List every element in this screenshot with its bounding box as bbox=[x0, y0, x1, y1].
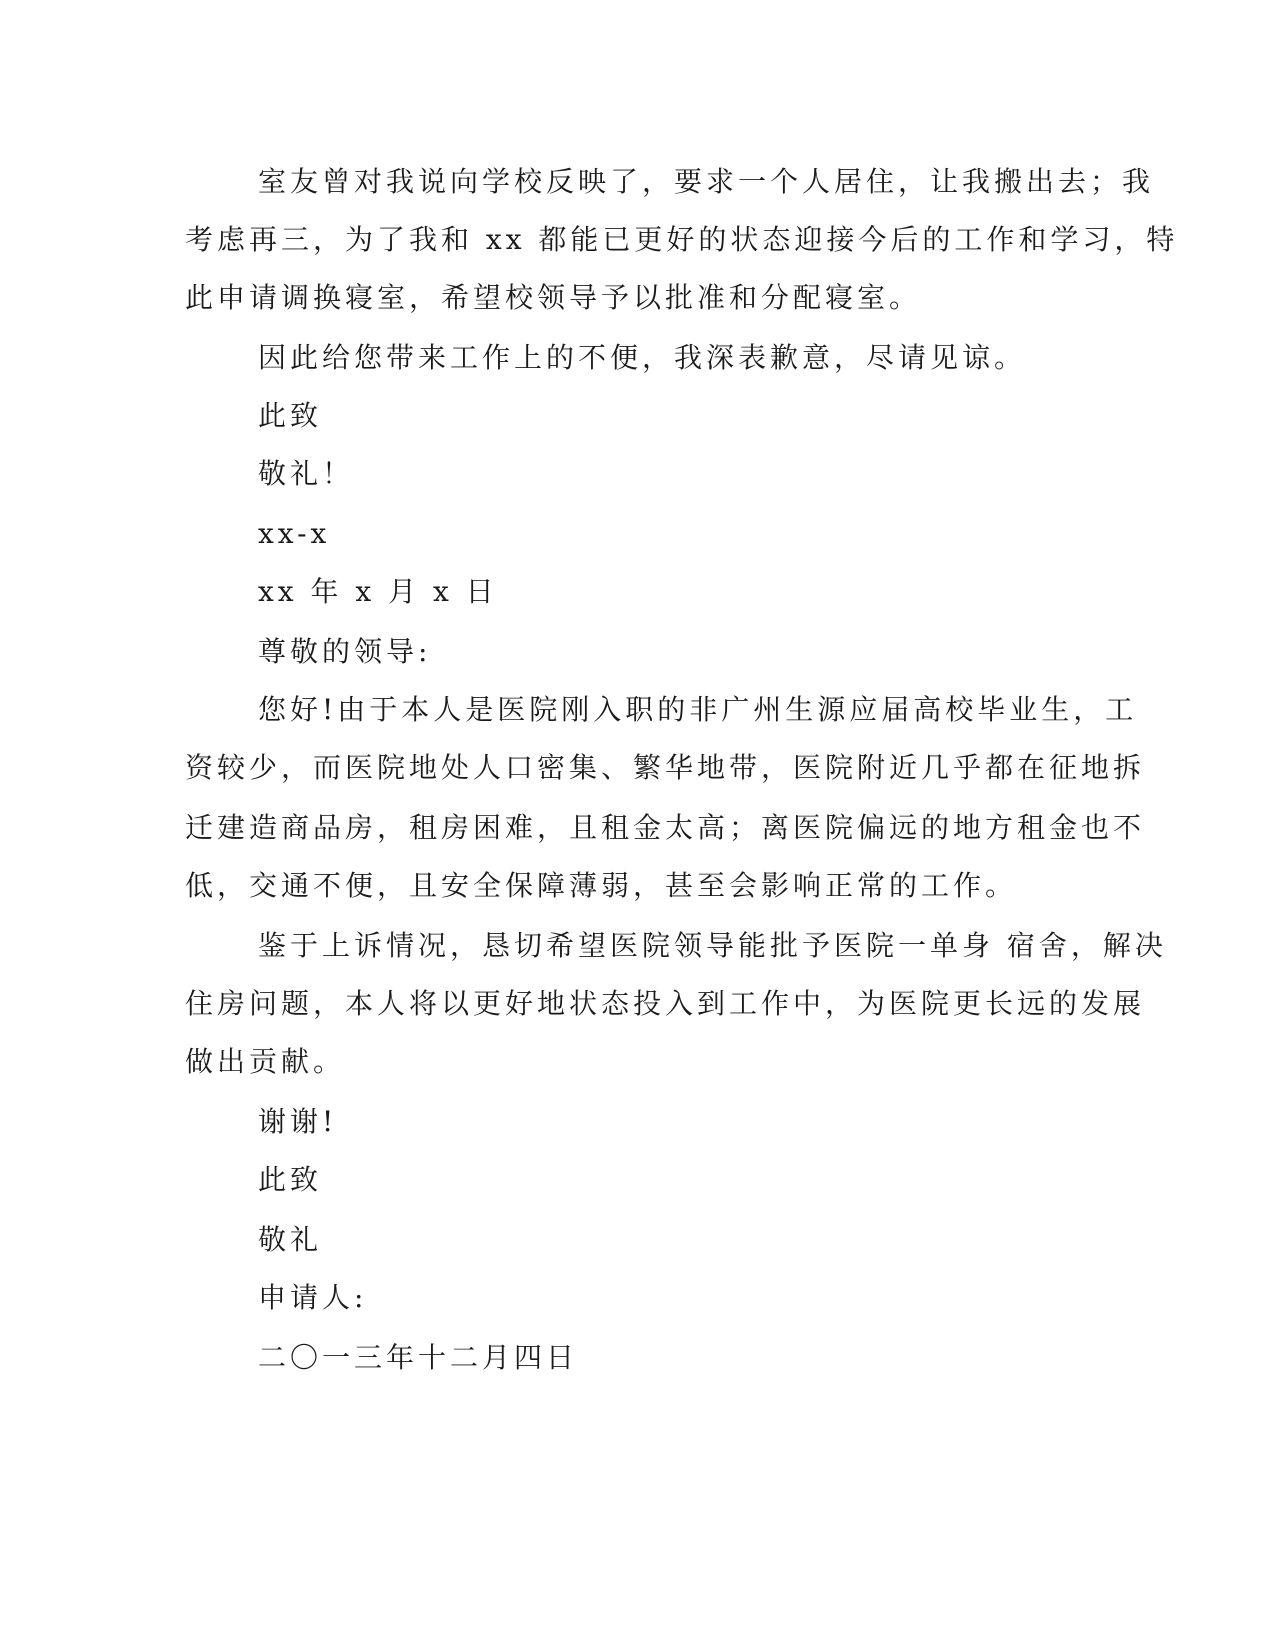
paragraph-line: 您好!由于本人是医院刚入职的非广州生源应届高校毕业生，工 bbox=[258, 693, 1138, 726]
paragraph-line: 考虑再三，为了我和 xx 都能已更好的状态迎接今后的工作和学习，特 bbox=[185, 223, 1179, 256]
paragraph-line: 鉴于上诉情况，恳切希望医院领导能批予医院一单身 宿舍，解决 bbox=[258, 929, 1167, 962]
closing-line: 敬礼 bbox=[258, 1223, 323, 1256]
paragraph-line: 迁建造商品房，租房困难，且租金太高；离医院偏远的地方租金也不 bbox=[185, 811, 1146, 844]
closing-line: 敬礼！ bbox=[258, 457, 355, 490]
paragraph-line: 住房问题，本人将以更好地状态投入到工作中，为医院更长远的发展 bbox=[185, 987, 1146, 1020]
signature-line: xx-x bbox=[258, 517, 331, 550]
salutation: 尊敬的领导: bbox=[258, 635, 432, 668]
paragraph-line: 资较少，而医院地处人口密集、繁华地带，医院附近几乎都在征地拆 bbox=[185, 751, 1146, 784]
date-line: xx 年 x 月 x 日 bbox=[258, 575, 498, 608]
paragraph-line: 低，交通不便，且安全保障薄弱，甚至会影响正常的工作。 bbox=[185, 869, 1018, 902]
paragraph-line: 因此给您带来工作上的不便，我深表歉意，尽请见谅。 bbox=[258, 341, 1027, 374]
paragraph-line: 此申请调换寝室，希望校领导予以批准和分配寝室。 bbox=[185, 281, 922, 314]
date-line: 二〇一三年十二月四日 bbox=[258, 1341, 579, 1374]
closing-line: 此致 bbox=[258, 399, 323, 432]
closing-line: 此致 bbox=[258, 1163, 323, 1196]
applicant-line: 申请人: bbox=[258, 1281, 368, 1314]
closing-line: 谢谢! bbox=[258, 1105, 338, 1138]
paragraph-line: 室友曾对我说向学校反映了，要求一个人居住，让我搬出去；我 bbox=[258, 165, 1155, 198]
paragraph-line: 做出贡献。 bbox=[185, 1045, 346, 1078]
